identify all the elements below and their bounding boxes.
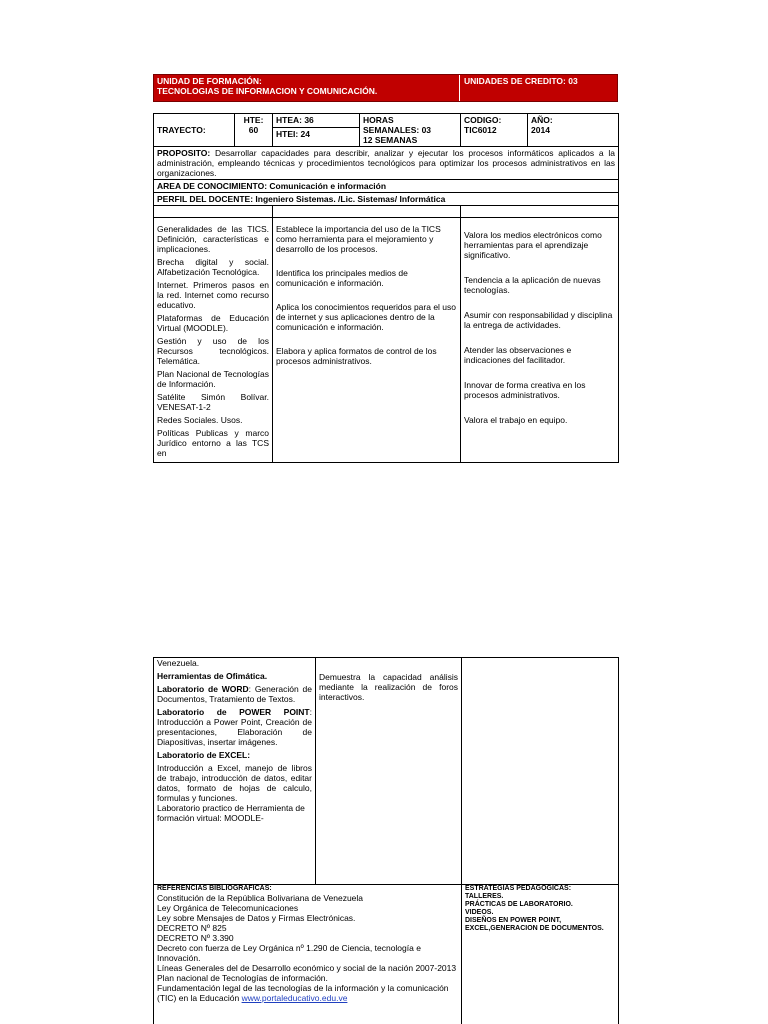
indicadores-cell-2: Demuestra la capacidad análisis mediante la realización de foros interactivos. bbox=[316, 658, 462, 885]
portal-link[interactable]: www.portaleducativo.edu.ve bbox=[241, 993, 348, 1003]
trayecto-label: TRAYECTO: bbox=[154, 114, 235, 147]
perfil-label: PERFIL DEL DOCENTE: bbox=[157, 194, 254, 204]
actitud-item: Valora el trabajo en equipo. bbox=[464, 415, 568, 425]
unit-name-cell bbox=[154, 75, 460, 101]
area-label: AREA DE CONOCIMIENTO: bbox=[157, 181, 268, 191]
estrategias-cell bbox=[462, 885, 619, 1024]
horas-line-1: HORAS bbox=[363, 115, 394, 125]
htei-cell: HTEI: 24 bbox=[273, 127, 360, 146]
perfil-cell bbox=[154, 193, 619, 206]
word-text: : Generación de Documentos, Tratamiento de Textos. bbox=[157, 684, 313, 704]
horas-cell bbox=[360, 114, 461, 147]
ano-value: 2014 bbox=[531, 125, 550, 135]
referencia-item: Ley sobre Mensajes de Datos y Firmas Electrónicas. bbox=[157, 913, 356, 923]
contenido-item: Generalidades de las TICS. Definición, características e implicaciones. bbox=[157, 224, 269, 254]
actitud-item: Valora los medios electrónicos como herramientas para el aprendizaje significativo. bbox=[464, 230, 602, 260]
referencia-item: Líneas Generales del de Desarrollo económico y social de la nación 2007-2013 bbox=[157, 963, 457, 973]
area-text: Comunicación e información bbox=[267, 181, 387, 191]
ano-cell bbox=[528, 114, 619, 147]
horas-line-3: 12 SEMANAS bbox=[363, 135, 418, 145]
referencia-item: DECRETO Nº 825 bbox=[157, 923, 227, 933]
contenido-item: Redes Sociales. Usos. bbox=[157, 415, 243, 425]
referencia-item: Ley Orgánica de Telecomunicaciones bbox=[157, 903, 299, 913]
contenido-item: Internet. Primeros pasos en la red. Internet como recurso educativo. bbox=[157, 280, 269, 310]
referencia-item: DECRETO Nº 3.390 bbox=[157, 933, 234, 943]
contenido-item: Políticas Publicas y marco Jurídico entorno a las TCS en bbox=[157, 428, 269, 458]
ofimatica-title: Herramientas de Ofimática. bbox=[157, 671, 268, 681]
indicadores-cell bbox=[273, 218, 461, 463]
indicador-item: Aplica los conocimientos requeridos para el uso de internet y sus aplicaciones dentro de la comunicación e información. bbox=[276, 302, 457, 332]
codigo-value: TIC6012 bbox=[464, 125, 497, 135]
contenido-venezuela: Venezuela. bbox=[157, 658, 200, 668]
unit-label: UNIDAD DE FORMACIÓN: bbox=[157, 76, 262, 86]
referencias-cell bbox=[154, 885, 462, 1024]
estrategia-item: DISEÑOS EN POWER POINT, EXCEL,GENERACION DE DOCUMENTOS. bbox=[465, 917, 604, 932]
pp-title: Laboratorio de POWER POINT bbox=[157, 707, 310, 717]
actitud-item: Asumir con responsabilidad y disciplina la entrega de actividades. bbox=[464, 310, 613, 330]
contenido-item: Brecha digital y social. Alfabetización Tecnológica. bbox=[157, 257, 269, 277]
empty-header-indicadores bbox=[273, 206, 461, 218]
indicador-item: Establece la importancia del uso de la TICS como herramienta para el mejoramiento y desarrollo de los procesos. bbox=[276, 224, 441, 254]
contenido-item: Gestión y uso de los Recursos tecnológicos. Telemática. bbox=[157, 336, 269, 366]
referencia-item: Decreto con fuerza de Ley Orgánica nº 1.290 de Ciencia, tecnología e Innovación. bbox=[157, 943, 421, 963]
program-table bbox=[153, 113, 619, 463]
perfil-text: Ingeniero Sistemas. /Lic. Sistemas/ Informática bbox=[253, 194, 446, 204]
unit-header bbox=[153, 74, 618, 102]
contenidos-cell bbox=[154, 218, 273, 463]
area-cell bbox=[154, 180, 619, 193]
contenido-item: Plataformas de Educación Virtual (MOODLE). bbox=[157, 313, 269, 333]
codigo-label: CODIGO: bbox=[464, 115, 502, 125]
estrategias-title: ESTRATEGIAS PEDAGOGICAS: bbox=[465, 885, 572, 892]
contenido-item: Plan Nacional de Tecnologías de Información. bbox=[157, 369, 269, 389]
actitud-item: Tendencia a la aplicación de nuevas tecnologías. bbox=[464, 275, 601, 295]
actitud-item: Innovar de forma creativa en los procesos administrativos. bbox=[464, 380, 586, 400]
hte-label: HTE: bbox=[243, 115, 264, 125]
contenido-item: Satélite Simón Bolívar. VENESAT-1-2 bbox=[157, 392, 269, 412]
horas-line-2: SEMANALES: 03 bbox=[363, 125, 432, 135]
actitudes-cell-2 bbox=[462, 658, 619, 885]
unit-name: TECNOLOGIAS DE INFORMACION Y COMUNICACIÓN. bbox=[157, 86, 378, 96]
proposito-label: PROPOSITO: bbox=[157, 148, 211, 158]
hte-value: 60 bbox=[248, 125, 259, 135]
estrategia-item: TALLERES. bbox=[465, 893, 504, 900]
empty-header-actitudes bbox=[461, 206, 619, 218]
hte-cell bbox=[235, 114, 273, 147]
excel-text: Introducción a Excel, manejo de libros de trabajo, introducción de datos, editar datos, formato de hojas de calculo, formulas y funciones. bbox=[157, 763, 312, 803]
word-lab bbox=[157, 684, 312, 704]
referencia-item: Constitución de la República Bolivariana de Venezuela bbox=[157, 893, 364, 903]
pp-text: : Introducción a Power Point, Creación de presentaciones, Elaboración de Diapositivas, insertar imágenes. bbox=[157, 707, 312, 747]
word-title: Laboratorio de WORD bbox=[157, 684, 249, 694]
proposito-cell bbox=[154, 147, 619, 180]
actitud-item: Atender las observaciones e indicaciones del facilitador. bbox=[464, 345, 572, 365]
ano-label: AÑO: bbox=[531, 115, 553, 125]
referencia-last-text: Fundamentación legal de las tecnologías de la información y la comunicación (TIC) en la Educación bbox=[157, 983, 449, 1003]
empty-header-contenidos bbox=[154, 206, 273, 218]
codigo-cell bbox=[461, 114, 528, 147]
estrategia-item: PRÁCTICAS DE LABORATORIO. bbox=[465, 901, 573, 908]
moodle-text: Laboratorio practico de Herramienta de formación virtual: MOODLE- bbox=[157, 803, 305, 823]
indicador-item: Identifica los principales medios de comunicación e información. bbox=[276, 268, 408, 288]
actitudes-cell bbox=[461, 218, 619, 463]
excel-title: Laboratorio de EXCEL: bbox=[157, 750, 251, 760]
credits-cell: UNIDADES DE CREDITO: 03 bbox=[464, 76, 578, 86]
referencia-item: Plan nacional de Tecnologías de información. bbox=[157, 973, 328, 983]
referencias-title: REFERENCIAS BIBLIOGRAFICAS: bbox=[157, 885, 272, 892]
proposito-text: Desarrollar capacidades para describir, analizar y ejecutar los procesos informáticos aplicados a la administración, empleando técnicas y procedimientos tecnológicos para optimizar los procesos administrativos en las organizaciones. bbox=[157, 148, 616, 178]
indicador-item: Elabora y aplica formatos de control de los procesos administrativos. bbox=[276, 346, 437, 366]
program-table-continued bbox=[153, 657, 619, 1024]
powerpoint-lab bbox=[157, 707, 312, 747]
htea-cell: HTEA: 36 bbox=[273, 114, 360, 128]
contenidos-cell-2 bbox=[154, 658, 316, 885]
estrategia-item: VIDEOS. bbox=[465, 909, 494, 916]
referencia-last bbox=[157, 983, 458, 1003]
